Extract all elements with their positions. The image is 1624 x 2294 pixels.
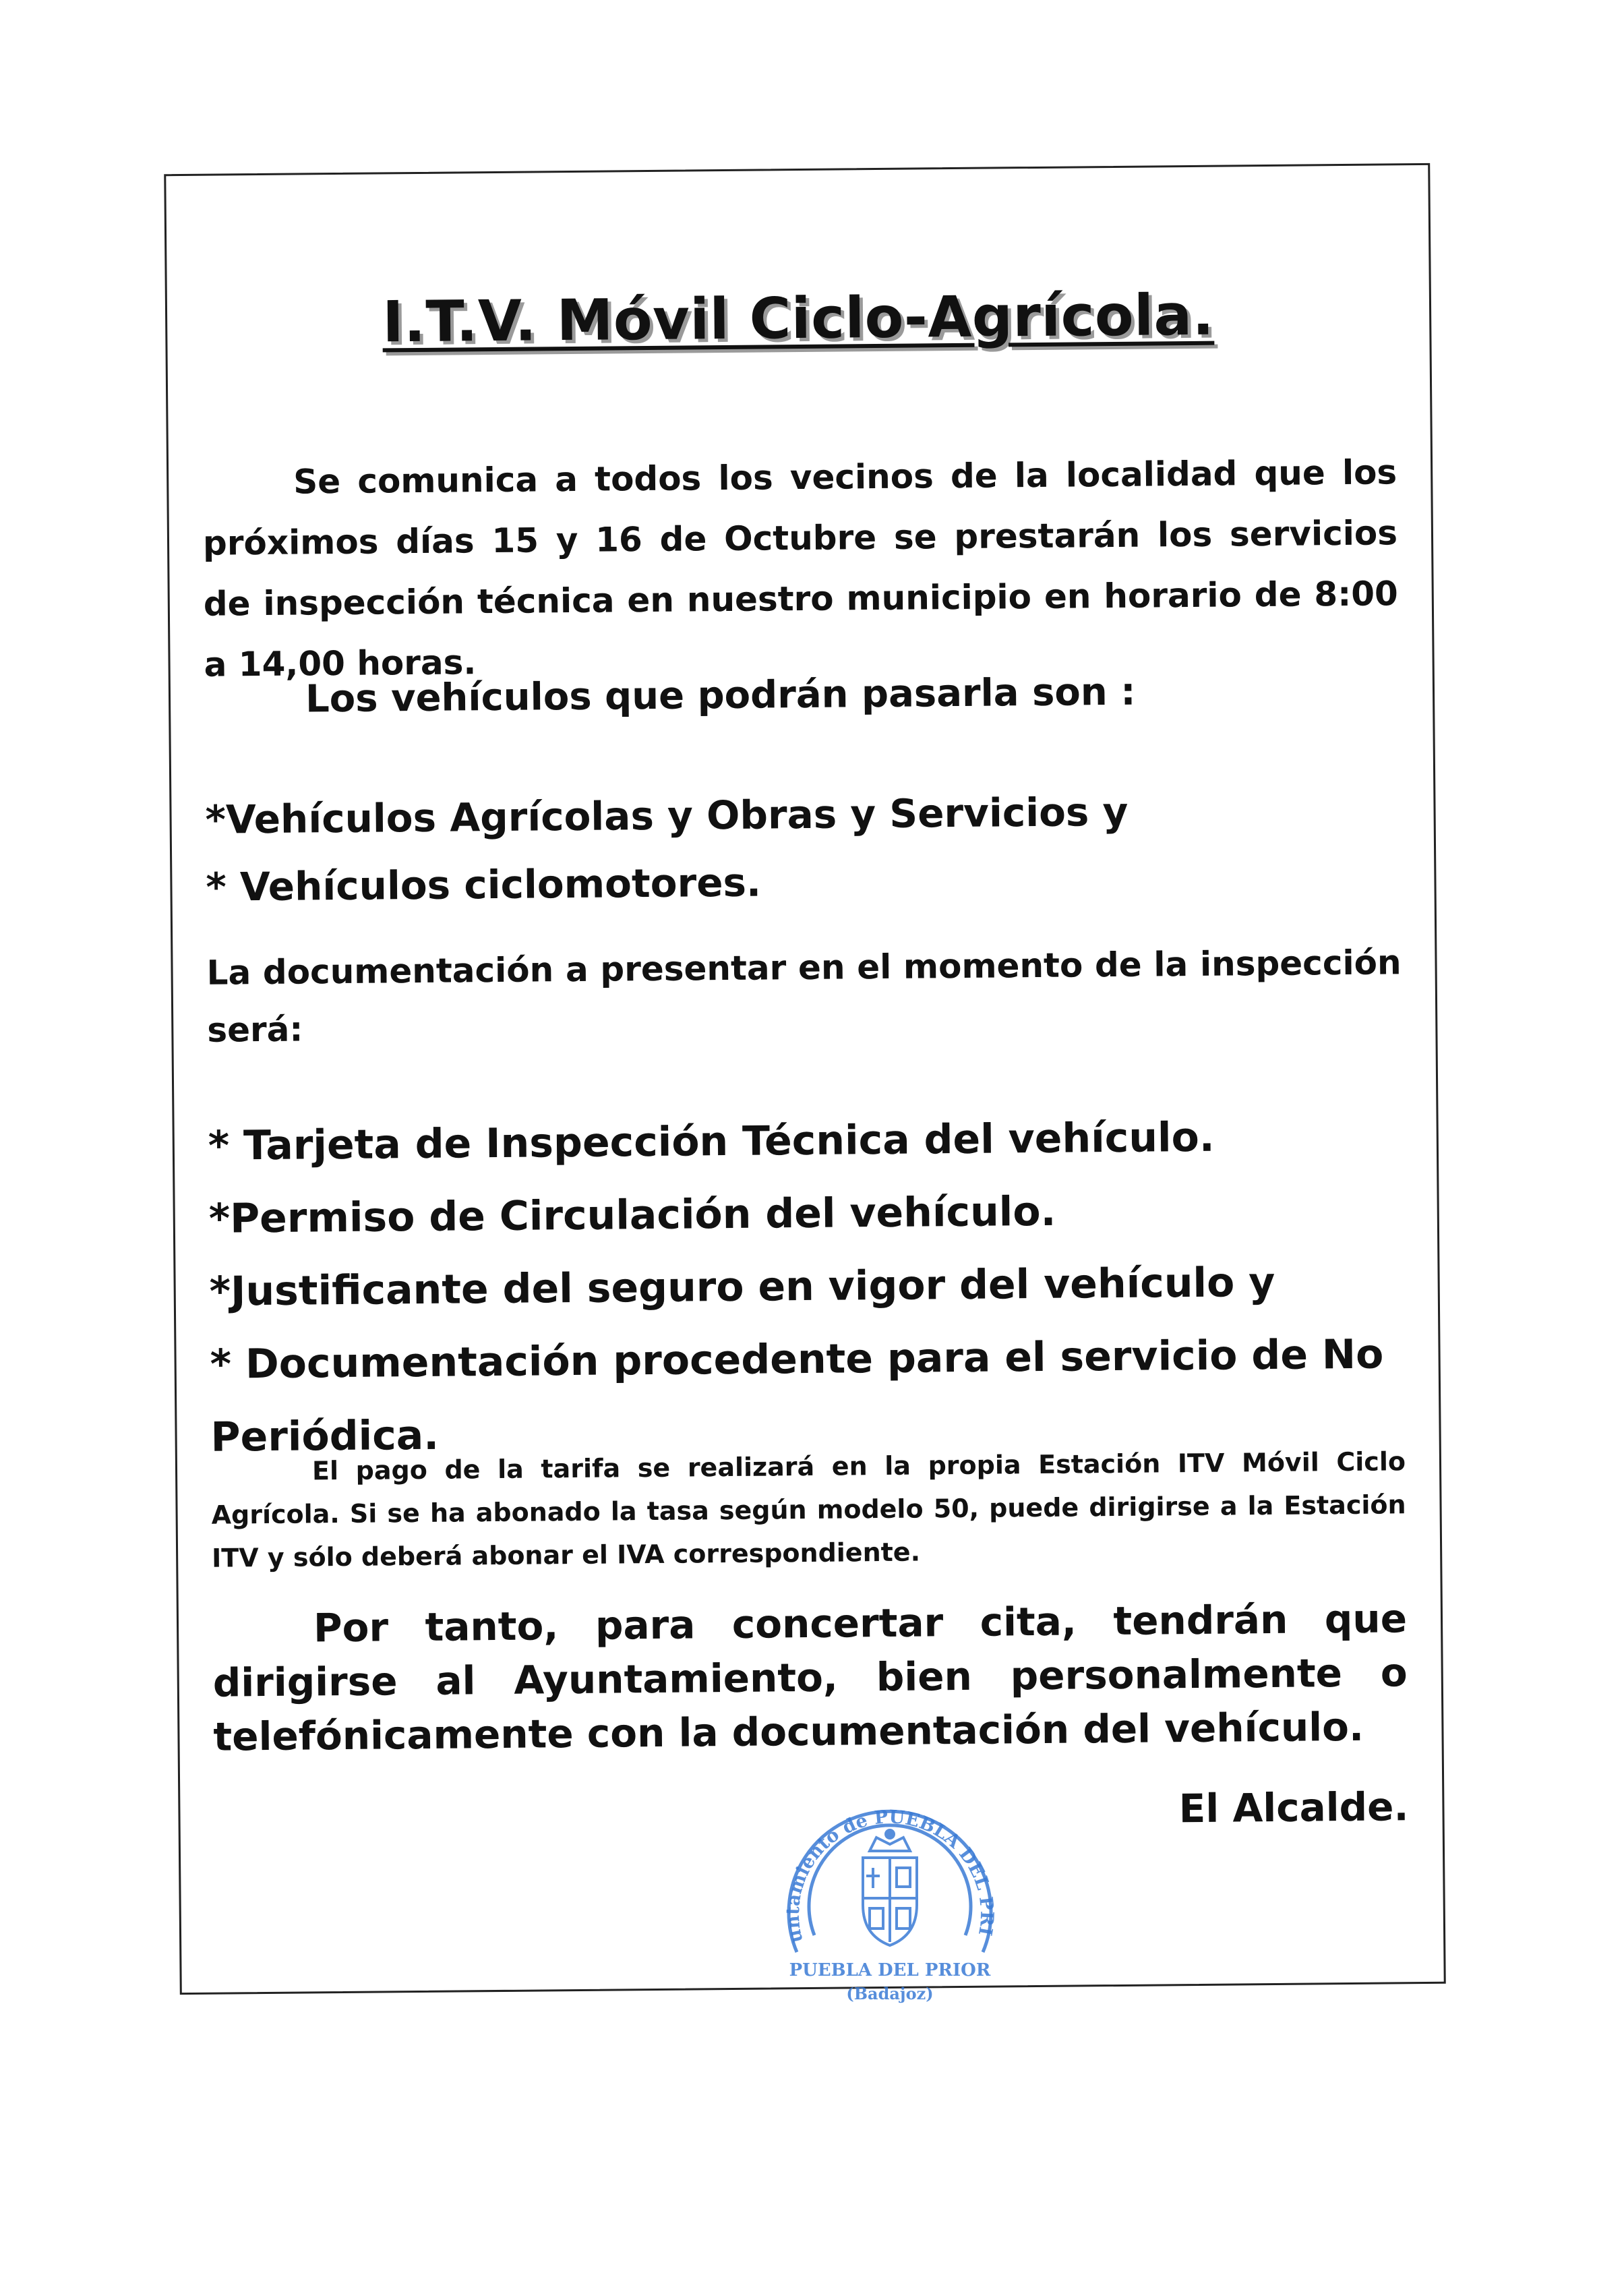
seal-town-name: PUEBLA DEL PRIOR [789,1960,991,1980]
documents-intro: La documentación a presentar en el momento de la inspección será: [206,943,1402,1050]
seal-ring-text: untamiento de PUEBLA DEL PRI [782,1806,998,1945]
list-item: * Documentación procedente para el servicio de No Periódica. [210,1330,1384,1461]
documents-list [208,1099,1406,1473]
notice-content [200,165,1409,1832]
list-item: * Vehículos ciclomotores. [206,859,762,910]
payment-paragraph: El pago de la tarifa se realizará en la propia Estación ITV Móvil Ciclo Agrícola. Si se ha abonado la tasa según modelo 50, puede dirigirse a la Estación ITV y sólo deberá abonar el IVA correspondiente. [211,1446,1406,1573]
list-item: *Vehículos Agrícolas y Obras y Servicios y [205,788,1129,843]
municipal-seal [762,1780,1018,2036]
vehicles-heading: Los vehículos que podrán pasarla son : [305,670,1136,722]
appointment-paragraph: Por tanto, para concertar cita, tendrán que dirigirse al Ayuntamiento, bien personalmente o telefónicamente con la documentación del vehículo. [212,1595,1408,1760]
signature: El Alcalde. [1178,1784,1409,1832]
vehicles-list [205,775,1401,920]
list-item: *Justificante del seguro en vigor del vehículo y [209,1258,1275,1316]
notice-title: I.T.V. Móvil Ciclo-Agrícola. [382,281,1215,355]
intro-paragraph: Se comunica a todos los vecinos de la localidad que los próximos días 15 y 16 de Octubre se prestarán los servicios de inspección técnica en nuestro municipio en horario de 8:00 a 14,00 horas. [202,452,1399,684]
notice-frame [164,163,1445,1995]
list-item: * Tarjeta de Inspección Técnica del vehículo. [208,1113,1215,1170]
coat-of-arms-icon [863,1830,917,1945]
list-item: *Permiso de Circulación del vehículo. [208,1187,1056,1243]
seal-province: (Badajoz) [846,1984,934,2003]
